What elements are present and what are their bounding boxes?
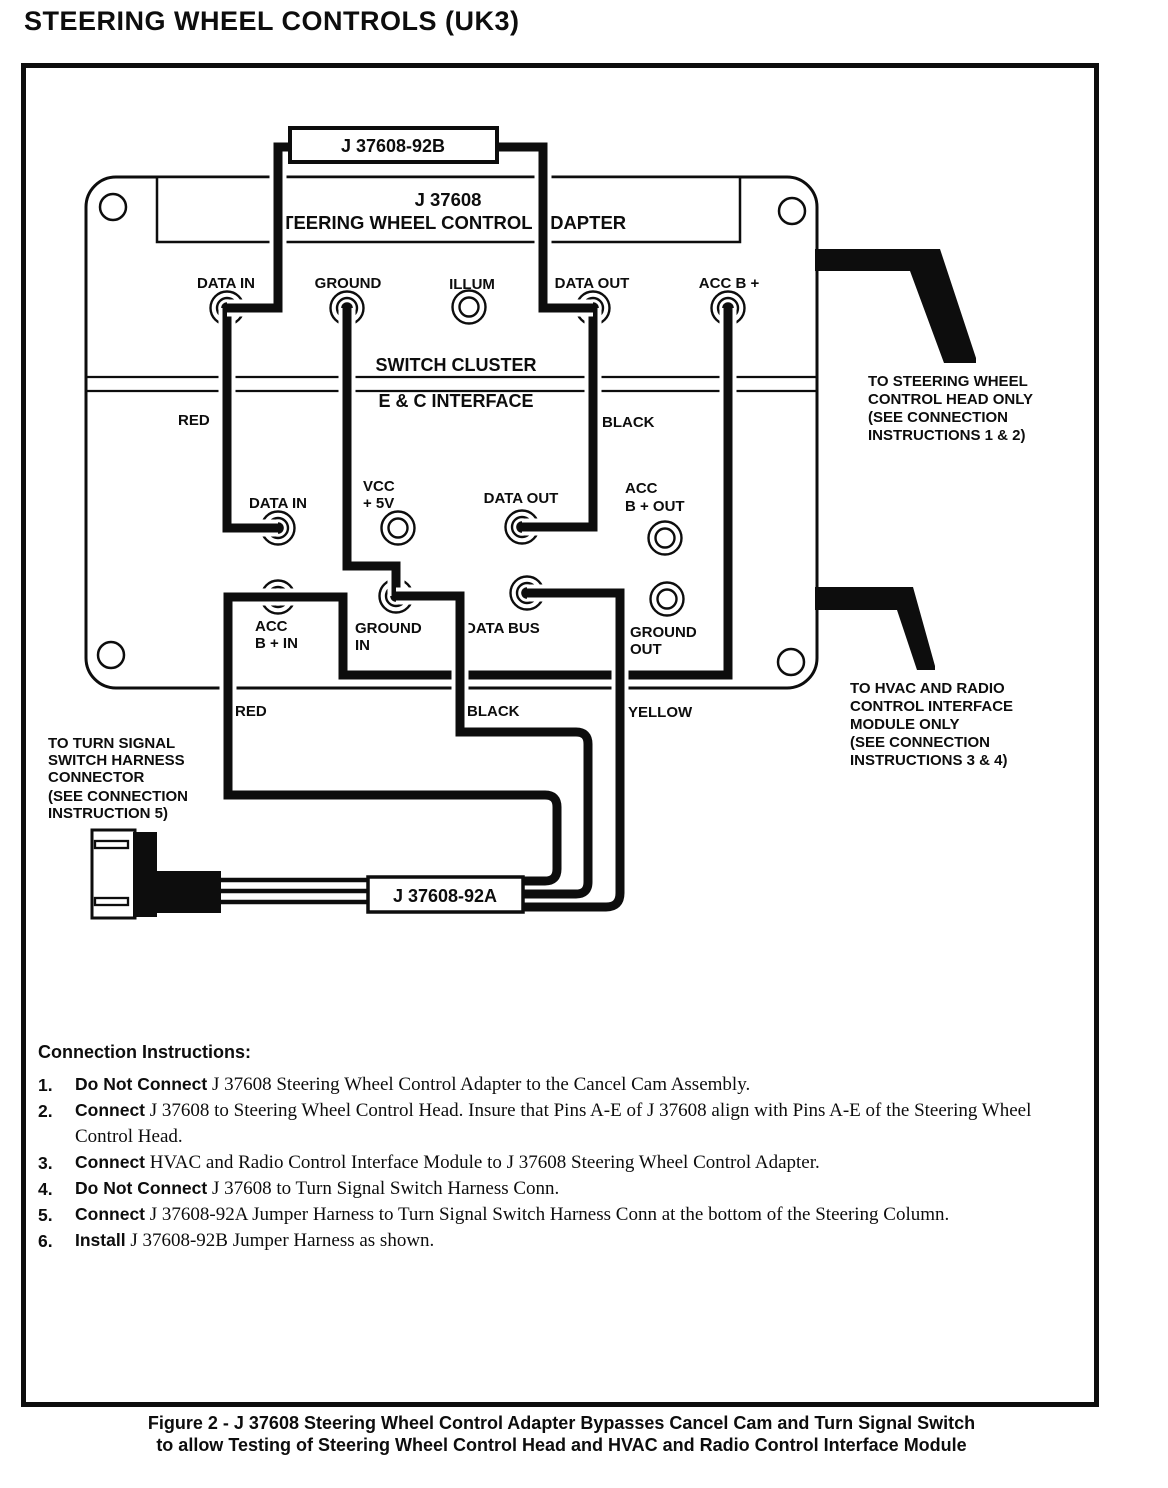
item-text: HVAC and Radio Control Interface Module to J 37608 Steering Wheel Control Adapter.	[145, 1152, 820, 1173]
svg-text:CONTROL HEAD ONLY: CONTROL HEAD ONLY	[868, 391, 1034, 408]
item-number: 3.	[38, 1153, 53, 1173]
adapter-title-line2: STEERING WHEEL CONTROL ADAPTER	[269, 212, 627, 233]
label-mid-5v: + 5V	[363, 495, 395, 512]
svg-text:TO HVAC AND RADIO: TO HVAC AND RADIO	[850, 680, 1005, 697]
item-number: 6.	[38, 1231, 53, 1251]
item-number: 1.	[38, 1075, 53, 1095]
label-bot-out: OUT	[630, 641, 662, 658]
label-bot-b-in: B + IN	[255, 635, 298, 652]
svg-text:TO TURN SIGNAL: TO TURN SIGNAL	[48, 735, 176, 752]
item-text: J 37608 Steering Wheel Control Adapter to the Cancel Cam Assembly.	[207, 1074, 751, 1095]
label-mid-data-out: DATA OUT	[483, 490, 559, 507]
instruction-item	[38, 1072, 1058, 1098]
label-mid-vcc: VCC	[363, 478, 395, 495]
jumper-92b-box	[290, 128, 497, 162]
label-bot-gout: GROUND	[630, 624, 697, 641]
item-lead: Connect	[75, 1100, 145, 1120]
instruction-item	[38, 1202, 1058, 1228]
item-number: 5.	[38, 1205, 53, 1225]
connector-slot-icon	[95, 898, 128, 905]
label-bot-acc: ACC	[255, 618, 288, 635]
figure-caption	[24, 1412, 1099, 1456]
wire-label-yellow-bottom: YELLOW	[628, 704, 693, 721]
page-title: STEERING WHEEL CONTROLS (UK3)	[24, 6, 520, 36]
svg-text:(SEE CONNECTION: (SEE CONNECTION	[868, 409, 1009, 426]
caption-line2: to allow Testing of Steering Wheel Control Head and HVAC and Radio Control Interface Module	[156, 1435, 967, 1455]
note-steering-head	[868, 373, 1033, 444]
item-text: J 37608-92B Jumper Harness as shown.	[125, 1230, 435, 1251]
svg-text:TO STEERING WHEEL: TO STEERING WHEEL	[868, 373, 1028, 390]
label-bot-data-bus: DATA BUS	[465, 620, 540, 637]
label-top-illum: ILLUM	[449, 276, 495, 293]
instruction-item	[38, 1176, 1058, 1202]
svg-text:(SEE CONNECTION: (SEE CONNECTION	[48, 788, 189, 805]
cable-to-hvac-module	[815, 587, 935, 670]
section-lower-label: E & C INTERFACE	[378, 391, 534, 411]
jumper-92a-label: J 37608-92A	[392, 886, 498, 906]
cable-to-steering-head	[815, 249, 976, 363]
jumper-92b-label: J 37608-92B	[340, 136, 446, 156]
svg-text:SWITCH HARNESS: SWITCH HARNESS	[48, 752, 185, 769]
svg-text:(SEE CONNECTION: (SEE CONNECTION	[850, 734, 991, 751]
adapter-title-line1: J 37608	[414, 189, 482, 210]
svg-text:INSTRUCTIONS 3 & 4): INSTRUCTIONS 3 & 4)	[850, 752, 1008, 769]
item-lead: Connect	[75, 1152, 145, 1172]
item-lead: Do Not Connect	[75, 1178, 208, 1198]
wire-label-red-top: RED	[178, 412, 210, 429]
note-turn-signal	[48, 735, 188, 822]
wire-label-black-bottom: BLACK	[467, 703, 520, 720]
wire-label-red-bottom: RED	[235, 703, 267, 720]
item-text: J 37608 to Steering Wheel Control Head. Insure that Pins A-E of J 37608 align with Pins A-E of the Steering Wheel Control Head.	[75, 1100, 1032, 1147]
item-lead: Install	[75, 1230, 126, 1250]
item-number: 2.	[38, 1101, 53, 1121]
label-top-acc-b: ACC B +	[698, 275, 760, 292]
instruction-item	[38, 1098, 1058, 1150]
svg-text:INSTRUCTION 5): INSTRUCTION 5)	[48, 805, 168, 822]
item-lead: Connect	[75, 1204, 145, 1224]
connection-instructions	[38, 1042, 1058, 1254]
item-text: J 37608 to Turn Signal Switch Harness Conn.	[207, 1178, 560, 1199]
turn-signal-connector	[92, 830, 372, 918]
item-number: 4.	[38, 1179, 53, 1199]
svg-text:INSTRUCTIONS 1 & 2): INSTRUCTIONS 1 & 2)	[868, 427, 1026, 444]
item-lead: Do Not Connect	[75, 1074, 208, 1094]
section-upper-label: SWITCH CLUSTER	[375, 355, 537, 375]
wire-label-black-top: BLACK	[602, 414, 655, 431]
label-top-ground: GROUND	[314, 275, 382, 292]
connector-slot-icon	[95, 841, 128, 848]
instruction-item	[38, 1228, 1058, 1254]
svg-text:CONTROL INTERFACE: CONTROL INTERFACE	[850, 698, 1014, 715]
jumper-92a-box	[368, 877, 523, 912]
label-top-data-in: DATA IN	[196, 275, 256, 292]
label-bot-ground: GROUND	[355, 620, 422, 637]
label-mid-acc: ACC	[625, 480, 658, 497]
label-mid-b-out: B + OUT	[625, 498, 685, 515]
item-text: J 37608-92A Jumper Harness to Turn Signal Switch Harness Conn at the bottom of the Steering Column.	[145, 1204, 950, 1225]
svg-text:CONNECTOR: CONNECTOR	[48, 769, 145, 786]
instructions-heading: Connection Instructions:	[38, 1042, 251, 1062]
label-bot-in: IN	[355, 637, 370, 654]
instruction-item	[38, 1150, 1058, 1176]
svg-text:MODULE ONLY: MODULE ONLY	[850, 716, 960, 733]
note-hvac-module	[850, 680, 1013, 769]
label-top-data-out: DATA OUT	[554, 275, 630, 292]
caption-line1: Figure 2 - J 37608 Steering Wheel Control Adapter Bypasses Cancel Cam and Turn Signal Switch	[147, 1413, 976, 1433]
label-mid-data-in: DATA IN	[248, 495, 308, 512]
